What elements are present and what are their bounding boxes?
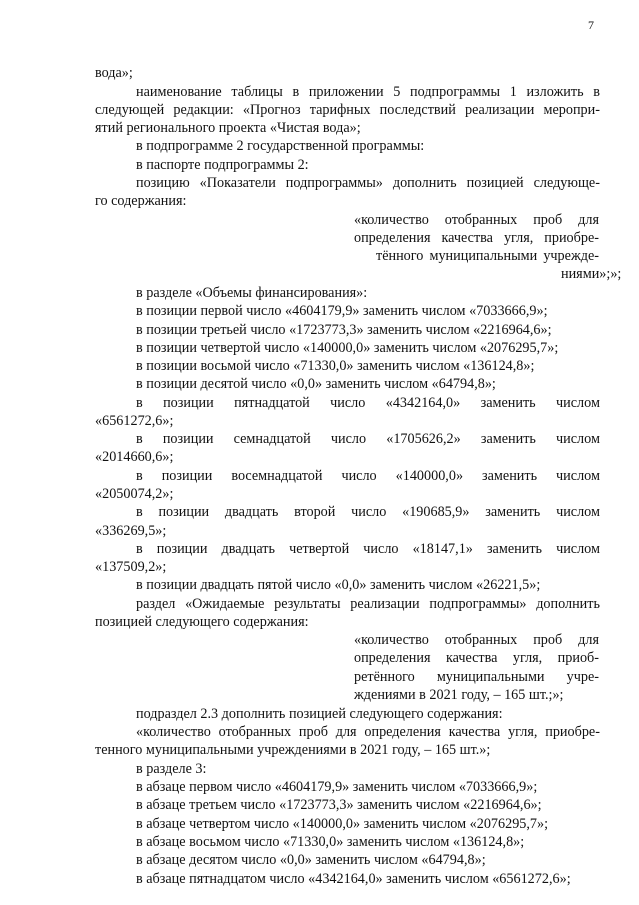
text-word: число: [330, 431, 367, 447]
text-word: тарифных: [309, 102, 371, 118]
text-word: «количество: [354, 632, 429, 648]
text-line: го содержания:: [95, 193, 187, 209]
text-line: «336269,5»;: [95, 523, 167, 539]
text-word: числом: [556, 504, 600, 520]
text-word: учрежде-: [543, 248, 599, 264]
text-line: [136, 468, 600, 485]
text-word: позиции: [163, 395, 214, 411]
text-word: подпрограммы: [410, 84, 501, 100]
text-line: [136, 395, 600, 412]
text-word: угля,: [508, 724, 538, 740]
text-word: раздел: [136, 596, 176, 612]
text-word: «Ожидаемые: [185, 596, 265, 612]
text-word: позиции: [161, 468, 213, 484]
text-word: заменить: [482, 468, 538, 484]
text-word: ретённого: [354, 669, 415, 685]
text-line: [354, 230, 599, 247]
text-line: [136, 175, 600, 192]
text-line: [354, 632, 599, 649]
text-line: в абзаце первом число «4604179,9» заменить числом «7033666,9»;: [136, 779, 538, 795]
text-word: восемнадцатой: [231, 468, 323, 484]
text-line: в подпрограмме 2 государственной программы:: [136, 138, 425, 154]
text-line: «2014660,6»;: [95, 449, 174, 465]
text-word: учре-: [566, 669, 599, 685]
text-line: ждениями в 2021 году, – 165 шт.;»;: [354, 687, 564, 703]
text-word: определения: [354, 650, 431, 666]
text-line: в разделе 3:: [136, 761, 207, 777]
text-word: заменить: [486, 541, 542, 557]
text-line: вода»;: [95, 65, 133, 81]
text-line: в позиции первой число «4604179,9» заменить числом «7033666,9»;: [136, 303, 548, 319]
text-word: приложении: [308, 84, 384, 100]
text-word: в: [136, 395, 143, 411]
text-word: заменить: [480, 431, 536, 447]
text-line: тенного муниципальными учреждениями в 2021 году, – 165 шт.»;: [95, 742, 491, 758]
text-word: тённого: [376, 248, 424, 264]
text-line: «137509,2»;: [95, 559, 167, 575]
page-number: 7: [588, 18, 594, 32]
text-line: в абзаце четвертом число «140000,0» заменить числом «2076295,7»;: [136, 816, 549, 832]
text-line: позицией следующего содержания:: [95, 614, 309, 630]
text-word: муниципальными: [436, 669, 545, 685]
text-line: в абзаце десятом число «0,0» заменить числом «64794,8»;: [136, 852, 486, 868]
text-word: числом: [556, 541, 600, 557]
text-line: [136, 504, 600, 521]
text-line: в абзаце пятнадцатом число «4342164,0» заменить числом «6561272,6»;: [136, 871, 571, 887]
text-word: отобранных: [444, 212, 518, 228]
text-word: «18147,1»: [412, 541, 473, 557]
text-word: подпрограммы»: [429, 596, 527, 612]
text-word: результаты: [274, 596, 341, 612]
text-word: в: [292, 84, 300, 100]
text-word: для: [578, 632, 599, 648]
text-word: семнадцатой: [233, 431, 311, 447]
text-word: 5: [393, 84, 401, 100]
text-word: для: [335, 724, 357, 740]
text-word: позицией: [466, 175, 524, 191]
text-word: проб: [533, 632, 563, 648]
text-line: в разделе «Объемы финансирования»:: [136, 285, 368, 301]
text-word: позиции: [162, 431, 214, 447]
text-word: угля,: [512, 650, 543, 666]
text-word: числом: [556, 468, 600, 484]
text-word: дополнить: [392, 175, 457, 191]
text-word: число: [341, 468, 377, 484]
text-word: для: [578, 212, 599, 228]
text-word: приобре-: [544, 230, 599, 246]
text-word: «Показатели: [199, 175, 276, 191]
text-word: следующей: [95, 102, 165, 118]
text-line: [136, 84, 600, 101]
text-word: наименование: [136, 84, 222, 100]
text-line: в абзаце восьмом число «71330,0» заменить числом «136124,8»;: [136, 834, 525, 850]
text-line: [136, 541, 600, 558]
text-word: «количество: [136, 724, 211, 740]
text-word: «4342164,0»: [385, 395, 461, 411]
text-word: заменить: [480, 395, 536, 411]
text-line: [136, 596, 600, 613]
text-word: проб: [533, 212, 563, 228]
text-word: в: [136, 468, 143, 484]
text-word: число: [351, 504, 387, 520]
text-line: в паспорте подпрограммы 2:: [136, 157, 309, 173]
text-word: приобре-: [545, 724, 600, 740]
text-word: числом: [556, 395, 600, 411]
text-word: дополнить: [536, 596, 600, 612]
text-line: ятий регионального проекта «Чистая вода»;: [95, 120, 361, 136]
text-word: в: [136, 431, 143, 447]
text-word: качества: [448, 724, 501, 740]
text-word: «Прогноз: [242, 102, 301, 118]
text-line: в позиции четвертой число «140000,0» заменить числом «2076295,7»;: [136, 340, 559, 356]
text-word: определения: [354, 230, 431, 246]
text-line: [354, 650, 599, 667]
text-word: в: [136, 541, 143, 557]
text-word: отобранных: [444, 632, 518, 648]
text-word: двадцать: [221, 541, 275, 557]
text-word: числом: [556, 431, 600, 447]
text-word: подпрограммы»: [285, 175, 383, 191]
text-line: [354, 212, 599, 229]
text-line: в позиции десятой число «0,0» заменить числом «64794,8»;: [136, 376, 496, 392]
text-word: число: [330, 395, 366, 411]
text-word: муниципальными: [429, 248, 538, 264]
text-word: число: [363, 541, 399, 557]
text-word: позиции: [158, 504, 210, 520]
text-word: реализации: [350, 596, 420, 612]
text-word: последствий: [379, 102, 456, 118]
text-word: в: [593, 84, 600, 100]
text-line: ниями»;»;: [561, 266, 622, 282]
text-word: изложить: [526, 84, 584, 100]
text-line: [376, 248, 599, 265]
text-word: «количество: [354, 212, 429, 228]
text-word: четвертой: [289, 541, 350, 557]
text-line: «2050074,2»;: [95, 486, 174, 502]
text-word: позицию: [136, 175, 190, 191]
text-word: «1705626,2»: [386, 431, 461, 447]
text-word: следующе-: [533, 175, 600, 191]
text-word: двадцать: [224, 504, 279, 520]
text-word: таблицы: [231, 84, 283, 100]
text-word: реализации: [464, 102, 535, 118]
text-line: подраздел 2.3 дополнить позицией следующего содержания:: [136, 706, 503, 722]
text-line: [95, 102, 600, 119]
text-word: качества: [445, 650, 498, 666]
text-line: [354, 669, 599, 686]
text-word: качества: [441, 230, 493, 246]
text-word: проб: [298, 724, 328, 740]
text-word: 1: [509, 84, 517, 100]
text-word: приоб-: [557, 650, 599, 666]
text-word: определения: [364, 724, 441, 740]
text-line: [136, 724, 600, 741]
text-line: в абзаце третьем число «1723773,3» заменить числом «2216964,6»;: [136, 797, 542, 813]
text-word: второй: [294, 504, 336, 520]
text-line: [136, 431, 600, 448]
text-word: в: [136, 504, 143, 520]
text-word: позиции: [156, 541, 208, 557]
text-line: в позиции двадцать пятой число «0,0» заменить числом «26221,5»;: [136, 577, 541, 593]
text-word: меропри-: [543, 102, 600, 118]
text-word: редакции:: [173, 102, 234, 118]
text-line: в позиции восьмой число «71330,0» заменить числом «136124,8»;: [136, 358, 535, 374]
text-word: отобранных: [218, 724, 292, 740]
text-word: угля,: [503, 230, 534, 246]
text-line: «6561272,6»;: [95, 413, 174, 429]
text-word: «190685,9»: [402, 504, 470, 520]
text-word: пятнадцатой: [234, 395, 310, 411]
text-line: в позиции третьей число «1723773,3» заменить числом «2216964,6»;: [136, 322, 552, 338]
text-word: заменить: [485, 504, 541, 520]
text-word: «140000,0»: [395, 468, 464, 484]
